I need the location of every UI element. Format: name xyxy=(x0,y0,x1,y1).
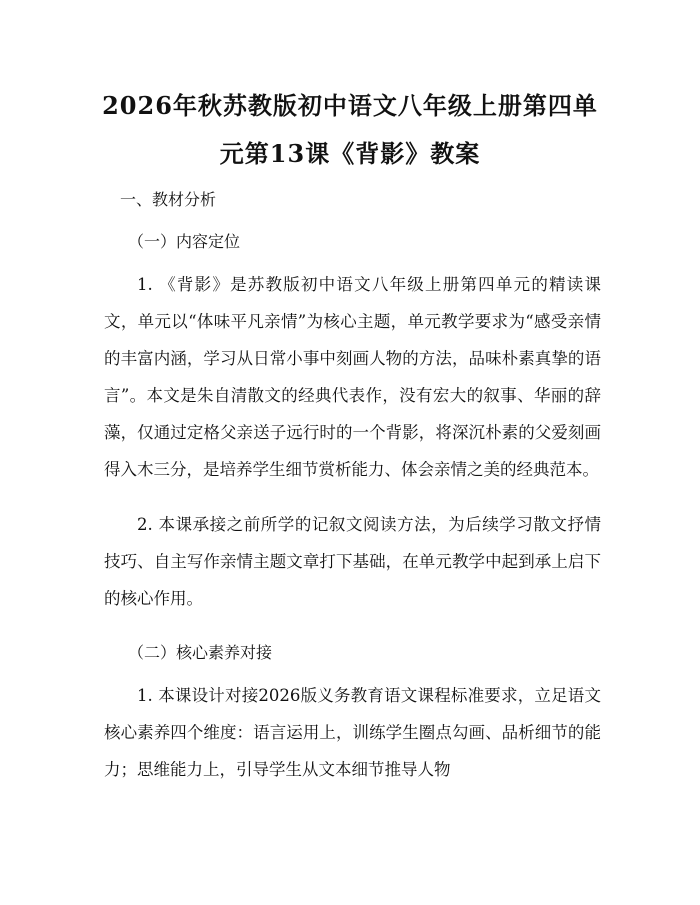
subsection-heading-core-literacy: （二）核心素养对接 xyxy=(128,643,273,662)
title-line-1: 2026年秋苏教版初中语文八年级上册第四单 xyxy=(102,91,598,120)
title-line-2: 元第13课《背影》教案 xyxy=(219,139,481,168)
paragraph-3: 1. 本课设计对接2026版义务教育语文课程标准要求，立足语文核心素养四个维度：语言运用上，训练学生圈点勾画、品析细节的能力；思维能力上，引导学生从文本细节推导人物 xyxy=(104,686,601,779)
document-title xyxy=(95,82,605,178)
document-body xyxy=(104,182,601,806)
section-heading-textbook-analysis: 一、教材分析 xyxy=(120,190,217,209)
paragraph-1: 1. 《背影》是苏教版初中语文八年级上册第四单元的精读课文，单元以“体味平凡亲情”为核心主题，单元教学要求为“感受亲情的丰富内涵，学习从日常小事中刻画人物的方法，品味朴素真挚的语言”。本文是朱自清散文的经典代表作，没有宏大的叙事、华丽的辞藻，仅通过定格父亲送子远行时的一个背影，将深沉朴素的父爱刻画得入木三分，是培养学生细节赏析能力、体会亲情之美的经典范本。 xyxy=(104,275,601,479)
subsection-heading-content-positioning: （一）内容定位 xyxy=(128,232,241,251)
paragraph-2: 2. 本课承接之前所学的记叙文阅读方法，为后续学习散文抒情技巧、自主写作亲情主题文章打下基础，在单元教学中起到承上启下的核心作用。 xyxy=(104,515,601,608)
